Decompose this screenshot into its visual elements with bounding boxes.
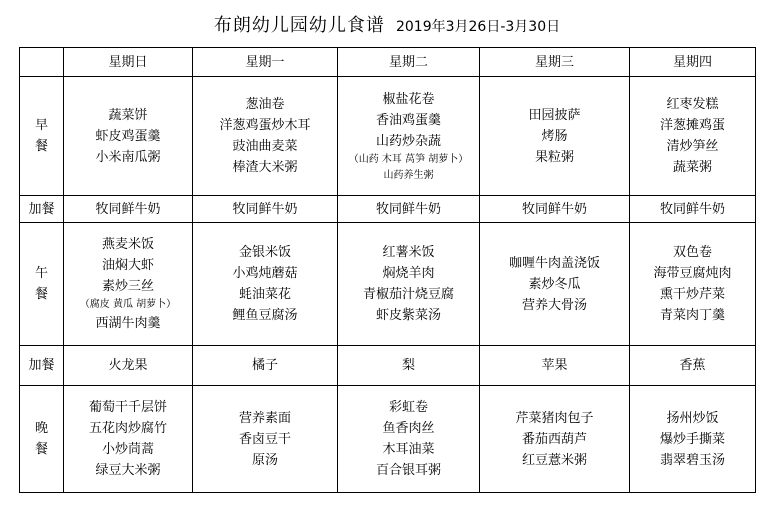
dish-item: 虾皮紫菜汤 [375, 308, 441, 323]
menu-cell: 梨 [338, 346, 480, 386]
dish-item: 番茄西葫芦 [521, 431, 587, 447]
menu-cell: 牧同鲜牛奶 [630, 196, 756, 223]
dish-item: 虾皮鸡蛋羹 [95, 128, 161, 144]
header-row [20, 48, 756, 77]
dish-item: 五花肉炒腐竹 [88, 421, 167, 436]
dish-item: 金银米饭 [238, 245, 291, 260]
dish-item: 焖烧羊肉 [382, 266, 435, 281]
dish-item: 香卤豆干 [238, 431, 291, 447]
dish-item: 红薯米饭 [382, 245, 435, 260]
date-range: 2019年3月26日-3月30日 [395, 19, 561, 35]
dish-item: 葡萄干千层饼 [88, 400, 167, 415]
dish-item: 营养大骨汤 [521, 297, 587, 313]
corner-cell [20, 48, 64, 77]
dish-item: 绿豆大米粥 [95, 463, 161, 478]
meal-label [20, 77, 64, 196]
day-header: 星期四 [630, 48, 756, 77]
dish-item: （腐皮 黄瓜 胡萝卜） [79, 299, 177, 310]
dish-item: 鲤鱼豆腐汤 [232, 308, 298, 323]
menu-cell [480, 223, 630, 346]
meal-label-char: 餐 [34, 139, 48, 154]
dish-item: 红豆薏米粥 [521, 452, 587, 468]
meal-label: 加餐 [20, 196, 64, 223]
dish-item: （山药 木耳 莴笋 胡萝卜） [348, 153, 469, 165]
dish-item: 百合银耳粥 [375, 463, 441, 478]
menu-cell: 牧同鲜牛奶 [64, 196, 193, 223]
dish-item: 熏干炒芹菜 [659, 287, 725, 302]
dish-item: 香油鸡蛋羹 [375, 112, 441, 128]
meal-row-snack-afternoon [20, 346, 756, 386]
menu-cell: 牧同鲜牛奶 [338, 196, 480, 223]
dish-item: 海带豆腐炖肉 [653, 266, 732, 281]
meal-label [20, 223, 64, 346]
menu-cell [64, 386, 193, 493]
dish-item: 西湖牛肉羹 [95, 316, 161, 331]
dish-item: 山药养生粥 [383, 169, 434, 181]
meal-label-char: 午 [34, 266, 48, 281]
dish-item: 清炒笋丝 [666, 139, 719, 154]
dish-item: 洋葱摊鸡蛋 [659, 118, 725, 133]
meal-label-char: 餐 [34, 442, 48, 457]
menu-table [19, 47, 756, 493]
menu-cell [64, 223, 193, 346]
menu-cell [193, 77, 338, 196]
meal-label: 加餐 [20, 346, 64, 386]
dish-item: 蚝油菜花 [238, 287, 291, 302]
menu-cell [193, 223, 338, 346]
dish-item: 山药炒杂蔬 [375, 133, 441, 149]
menu-cell [338, 223, 480, 346]
dish-item: 芹菜猪肉包子 [515, 410, 594, 426]
dish-item: 咖喱牛肉盖浇饭 [508, 255, 600, 271]
menu-cell: 火龙果 [64, 346, 193, 386]
dish-item: 爆炒手撕菜 [659, 431, 725, 447]
dish-item: 素炒三丝 [101, 279, 154, 294]
page-title: 布朗幼儿园幼儿食谱 [213, 15, 385, 36]
dish-item: 蔬菜粥 [672, 160, 712, 175]
dish-item: 鱼香肉丝 [382, 421, 435, 436]
meal-label-char: 餐 [34, 287, 48, 302]
dish-item: 原汤 [251, 452, 278, 468]
dish-item: 青菜肉丁羹 [659, 308, 725, 323]
day-header: 星期三 [480, 48, 630, 77]
meal-row-dinner [20, 386, 756, 493]
meal-label [20, 386, 64, 493]
meal-row-breakfast [20, 77, 756, 196]
meal-row-lunch [20, 223, 756, 346]
menu-cell [480, 77, 630, 196]
menu-cell: 牧同鲜牛奶 [193, 196, 338, 223]
dish-item: 双色卷 [672, 245, 712, 260]
dish-item: 小米南瓜粥 [95, 149, 161, 165]
dish-item: 葱油卷 [245, 97, 285, 112]
dish-item: 红枣发糕 [666, 97, 719, 112]
menu-cell [630, 386, 756, 493]
meal-row-snack-morning [20, 196, 756, 223]
menu-cell [193, 386, 338, 493]
dish-item: 扬州炒饭 [666, 410, 719, 426]
dish-item: 木耳油菜 [382, 442, 435, 457]
menu-table-body [20, 48, 756, 493]
menu-cell [338, 77, 480, 196]
day-header: 星期一 [193, 48, 338, 77]
dish-item: 烤肠 [541, 128, 568, 144]
menu-cell [480, 386, 630, 493]
dish-item: 洋葱鸡蛋炒木耳 [219, 118, 311, 133]
dish-item: 油焖大虾 [101, 258, 154, 273]
menu-cell: 牧同鲜牛奶 [480, 196, 630, 223]
day-header: 星期日 [64, 48, 193, 77]
dish-item: 素炒冬瓜 [528, 276, 581, 292]
dish-item: 燕麦米饭 [101, 237, 154, 252]
dish-item: 青椒茄汁烧豆腐 [362, 287, 454, 302]
dish-item: 翡翠碧玉汤 [659, 452, 725, 468]
page-title-block [0, 11, 774, 37]
dish-item: 小炒茼蒿 [101, 442, 154, 457]
menu-cell: 苹果 [480, 346, 630, 386]
dish-item: 田园披萨 [528, 107, 581, 123]
dish-item: 蔬菜饼 [108, 107, 148, 123]
dish-item: 彩虹卷 [388, 400, 428, 415]
dish-item: 果粒粥 [534, 149, 574, 165]
meal-label-char: 晚 [34, 421, 48, 436]
meal-label-char: 早 [34, 118, 48, 133]
menu-cell: 香蕉 [630, 346, 756, 386]
dish-item: 椒盐花卷 [382, 91, 435, 107]
dish-item: 豉油曲麦菜 [232, 139, 298, 154]
day-header: 星期二 [338, 48, 480, 77]
menu-cell [630, 223, 756, 346]
dish-item: 营养素面 [238, 410, 291, 426]
dish-item: 小鸡炖蘑菇 [232, 266, 298, 281]
menu-cell [338, 386, 480, 493]
menu-cell [630, 77, 756, 196]
menu-cell [64, 77, 193, 196]
dish-item: 棒渣大米粥 [232, 160, 298, 175]
menu-cell: 橘子 [193, 346, 338, 386]
